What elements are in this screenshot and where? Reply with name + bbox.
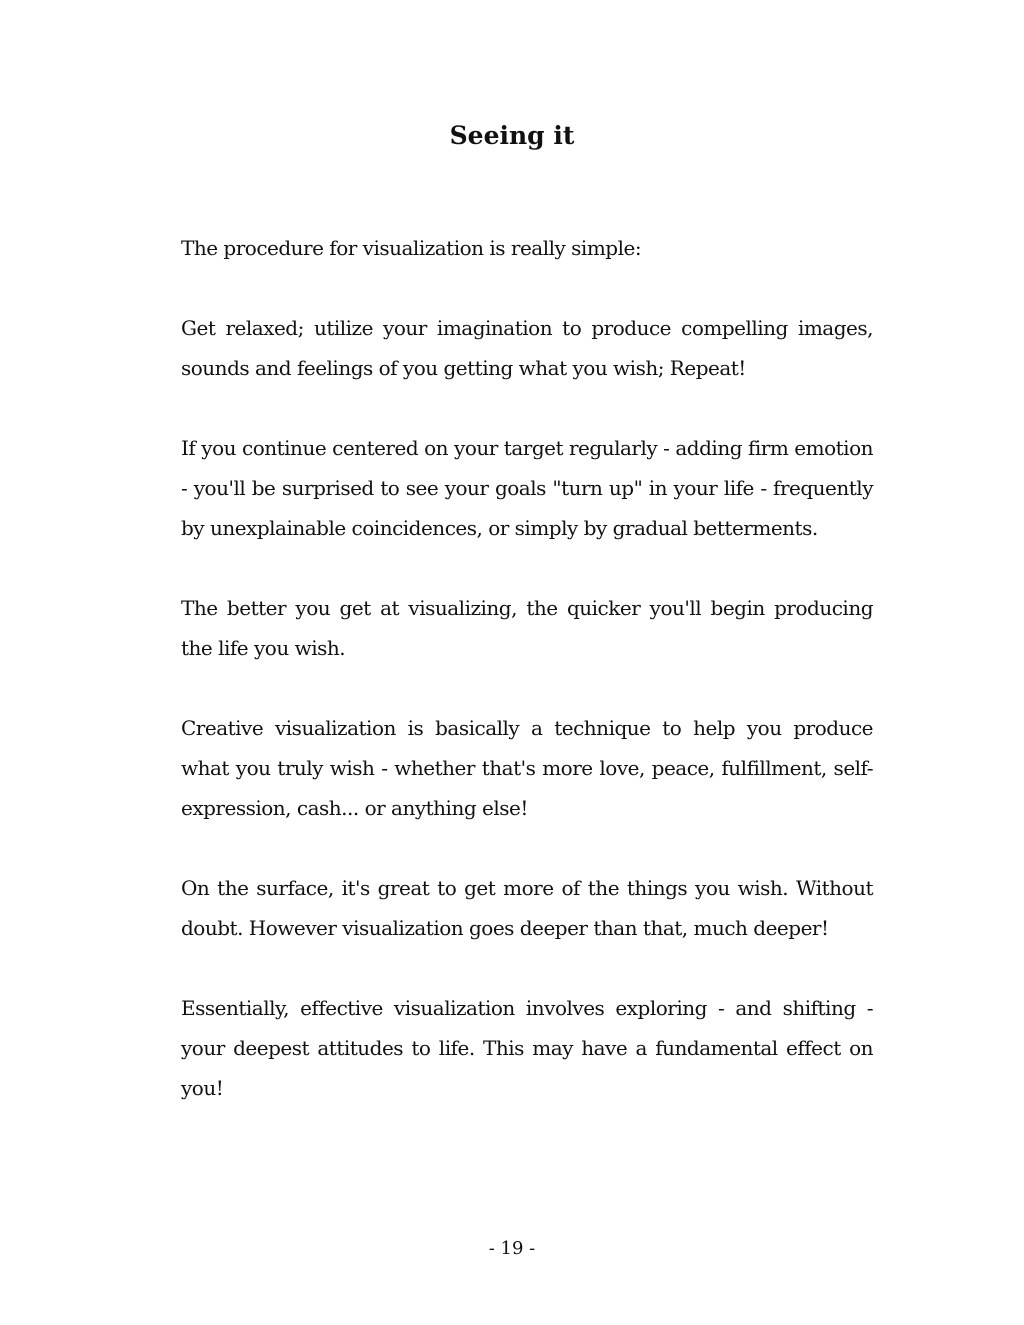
- paragraph-7: Essentially, effective visualization involves exploring - and shifting - your deepest attitudes to life. This may have a fundamental effect on you!: [181, 996, 873, 1100]
- paragraph-2: Get relaxed; utilize your imagination to produce compelling images, sounds and feelings of you getting what you wish; Repeat!: [181, 316, 873, 380]
- body-text: [181, 228, 873, 1148]
- paragraph-1: The procedure for visualization is really simple:: [181, 236, 642, 260]
- paragraph-6: On the surface, it's great to get more of the things you wish. Without doubt. However visualization goes deeper than that, much deeper!: [181, 876, 873, 940]
- paragraph-5: Creative visualization is basically a technique to help you produce what you truly wish - whether that's more love, peace, fulfillment, self-expression, cash... or anything else!: [181, 716, 873, 820]
- page-number: - 19 -: [488, 1238, 536, 1259]
- paragraph-3: If you continue centered on your target regularly - adding firm emotion - you'll be surprised to see your goals "turn up" in your life - frequently by unexplainable coincidences, or simply by gradual betterments.: [181, 436, 873, 540]
- page-title: Seeing it: [449, 121, 575, 150]
- paragraph-4: The better you get at visualizing, the quicker you'll begin producing the life you wish.: [181, 596, 873, 660]
